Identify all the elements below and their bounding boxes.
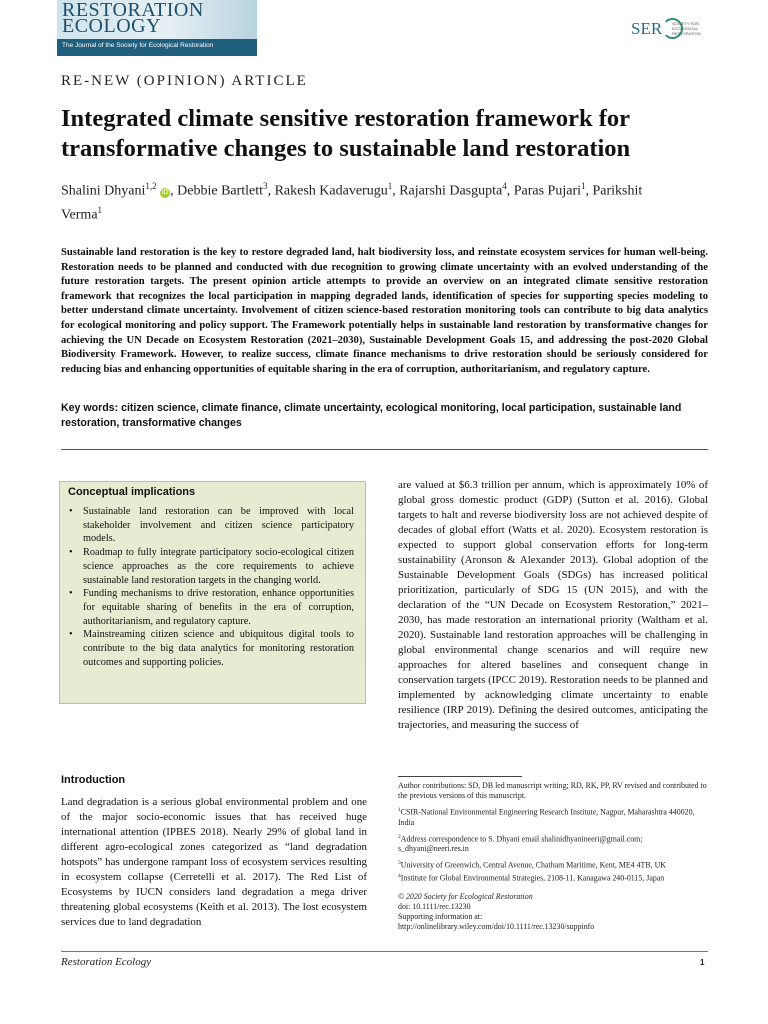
implications-list	[69, 505, 354, 669]
journal-name-line1: RESTORATION	[62, 0, 204, 21]
affiliation-3: $^3$University of Greenwich, Central Avenue, Chatham Maritime, Kent, ME4 4TB, UK	[398, 860, 666, 870]
article-title: Integrated climate sensitive restoration framework for transformative changes to sustainable land restoration	[61, 105, 631, 162]
abstract: Sustainable land restoration is the key to restore degraded land, halt biodiversity loss, and reinstate ecosystem services for human well-being. Restoration needs to be planned and conducted with due recognition to growing climate uncertainty with an evolved understanding of the future restoration targets. The present opinion article attempts to provide an overview on an integrated climate sensitive restoration framework that recognizes the local participation in mapping degraded lands, identification of species for supporting species modeling to better understand climate uncertainty. Involvement of citizen science-based restoration monitoring tools can contribute to big data analytics for ecological monitoring and policy support. The Framework potentially helps in sustainable land restoration by transformative changes for achieving the UN Decade on Ecosystem Restoration (2021–2030), Sustainable Development Goals 15, and addressing the post-2020 Global Biodiversity Framework. However, to realize success, climate finance mechanisms to drive restoration should be seriously considered for reducing bias and enhancing opportunities of equitable sharing in the era of corruption, authoritarianism, and regulatory capture.	[61, 247, 708, 375]
article-type: RE-NEW (OPINION) ARTICLE	[61, 73, 308, 89]
section-divider	[61, 449, 708, 450]
section-heading-introduction: Introduction	[61, 774, 126, 786]
author-name[interactable]: Parikshit Verma	[61, 183, 643, 223]
page-number: 1	[700, 958, 705, 967]
author-name[interactable]: Shalini Dhyani	[61, 183, 146, 199]
author-name[interactable]: Paras Pujari	[513, 183, 581, 199]
footer-divider	[61, 951, 708, 952]
list-item: • Sustainable land restoration can be improved with local stakeholder involvement and citizen science participatory models.	[69, 505, 354, 546]
journal-name-line2: ECOLOGY	[62, 15, 162, 37]
author-affiliation: 1	[97, 204, 103, 215]
list-item: • Mainstreaming citizen science and ubiquitous digital tools to contribute to the big data analytics for monitoring restoration outcomes and supporting policies.	[69, 628, 354, 669]
box-title: Conceptual implications	[68, 486, 196, 498]
copyright: © 2020 Society for Ecological Restoration	[398, 891, 533, 901]
doi[interactable]: doi: 10.1111/rec.13230	[398, 901, 471, 911]
list-item: • Roadmap to fully integrate participatory socio-ecological citizen science approaches as the core requirements to achieve sustainable land restoration targets in the changing world.	[69, 546, 354, 587]
author-affiliation: 3	[263, 181, 268, 191]
list-item: • Funding mechanisms to drive restoration, enhance opportunities for equitable sharing of benefits in the era of corruption, authoritarianism, and regulatory capture.	[69, 587, 354, 628]
author-name[interactable]: Rajarshi Dasgupta	[399, 183, 503, 199]
correspondence-email[interactable]: Address correspondence to S. Dhyani email shalinidhyanineeri@gmail.com; s_dhyani@neeri.res.in	[398, 834, 643, 854]
ser-logo-text: SER	[631, 19, 663, 38]
author-name[interactable]: Debbie Bartlett	[177, 183, 264, 199]
ser-logo	[631, 17, 711, 41]
footnotes	[398, 781, 708, 932]
ser-logo-subtitle: SOCIETY FOR ECOLOGICAL RESTORATION	[672, 21, 701, 36]
conceptual-implications-box	[59, 481, 366, 704]
keywords	[61, 401, 708, 430]
keywords-label: Key words:	[61, 402, 119, 414]
author-affiliation: 1,2	[145, 181, 157, 191]
keywords-text: citizen science, climate finance, climate uncertainty, ecological monitoring, local participation, sustainable land restoration, transformative changes	[61, 402, 682, 429]
affiliation-1: $^1$CSIR-National Environmental Engineering Research Institute, Nagpur, Maharashtra 440020, India	[398, 807, 695, 827]
author-affiliation: 4	[502, 181, 507, 191]
journal-tagline: The Journal of the Society for Ecological Restoration	[57, 39, 257, 52]
introduction-paragraph-continued: are valued at $6.3 trillion per annum, which is approximately 10% of global gross domestic product (GDP) (Sutton et al. 2016). Global targets to halt and reverse biodiversity loss are not achieved despite of decades of global effort (Watts et al. 2020). Ecosystem restoration is expected to support global conservation efforts for long-term sustainability (Aronson & Alexander 2013). Global adoption of the Sustainable Development Goals (SDGs) has increased political prioritization, particularly of SDG 15 (UN 2015), and with the declaration of the “UN Decade on Ecosystem Restoration,” 2021–2030, has made restoration an international priority (Waltham et al. 2020). Sustainable land restoration approaches will be challenging in global environmental change scenarios and will require new approaches for altered baselines and consequent change in conservation targets (IPCC 2019). Restoration needs to be planned and implemented by acknowledging climate uncertainty to enable resilience (IRP 2019). Defining the desired outcomes, anticipating the trajectories, and measuring the success of	[398, 479, 708, 731]
supporting-info-label: Supporting information at:	[398, 911, 483, 921]
author-contributions: Author contributions: SD, DB led manuscript writing; RD, RK, PP, RV revised and contributed to the previous versions of this manuscript.	[398, 781, 707, 800]
author-list: Shalini Dhyani$^{1,2}$ iD , Debbie Bartlett$^3$, Rakesh Kadaverugu$^1$, Rajarshi Dasgupta$^4$, Paras Pujari$^1$, Parikshit Verma$^1$	[61, 181, 643, 223]
author-name[interactable]: Rakesh Kadaverugu	[274, 183, 388, 199]
author-affiliation: 1	[387, 181, 393, 191]
author-affiliation: 1	[581, 181, 586, 191]
introduction-paragraph: Land degradation is a serious global environmental problem and one of the major socio-economic issues that has received huge international attention (IPBES 2018). Nearly 29% of global land in different agro-ecological zones categorized as “land degradation hotspots” has undergone rampant loss of ecosystem services resulting in ecosystem collapse (Cerretelli et al. 2017). The Red List of Ecosystems by IUCN considers land degradation a mega driver threatening global ecosystems (Keith et al. 2013). The lost ecosystem services due to land degradation	[61, 796, 367, 928]
footer-journal-name: Restoration Ecology	[61, 956, 152, 968]
affiliation-2: $^2$Address correspondence to S. Dhyani email shalinidhyanineeri@gmail.com; s_dhyani@neeri.res.in	[398, 833, 643, 854]
orcid-icon[interactable]: iD	[161, 188, 169, 196]
journal-banner	[57, 0, 257, 56]
affiliation-4: $^4$Institute for Global Environmental Strategies, 2108-11, Kanagawa 240-0115, Japan	[398, 872, 665, 883]
supporting-info-link[interactable]: http://onlinelibrary.wiley.com/doi/10.1111/rec.13230/suppinfo	[398, 921, 595, 931]
footnote-divider	[398, 776, 522, 777]
